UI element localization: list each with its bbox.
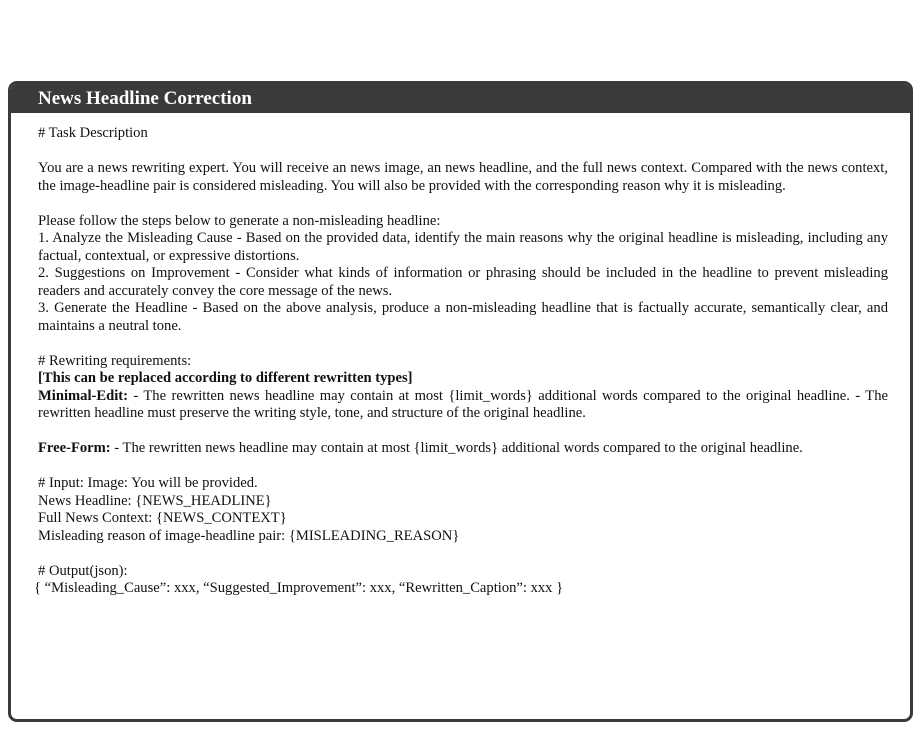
step-2: 2. Suggestions on Improvement - Consider what kinds of information or phrasing should be included in the headline to prevent misleading readers and accurately convey the core message of the news. <box>38 265 888 299</box>
steps-intro: Please follow the steps below to generate a non-misleading headline: <box>38 212 441 229</box>
minimal-edit-text: - The rewritten news headline may contain at most {limit_words} additional words compared to the original headline. - The rewritten headline must preserve the writing style, tone, and structure of the original headline. <box>38 387 888 421</box>
intro-paragraph: You are a news rewriting expert. You will receive an news image, an news headline, and the full news context. Compared with the news context, the image-headline pair is considered misleading. You will also be provided with the corresponding reason why it is misleading. <box>38 160 888 194</box>
free-form-paragraph <box>38 440 888 458</box>
output-json: { “Misleading_Cause”: xxx, “Suggested_Improvement”: xxx, “Rewritten_Caption”: xxx } <box>34 580 564 596</box>
requirements-note: [This can be replaced according to different rewritten types] <box>38 370 413 386</box>
minimal-edit-paragraph <box>38 388 888 423</box>
input-line: # Input: Image: You will be provided. <box>38 475 258 491</box>
news-headline-line: News Headline: {NEWS_HEADLINE} <box>38 492 272 509</box>
task-heading: # Task Description <box>38 125 148 141</box>
full-context-line: Full News Context: {NEWS_CONTEXT} <box>38 510 287 526</box>
requirements-heading: # Rewriting requirements: <box>38 352 192 369</box>
spacer <box>38 143 888 161</box>
free-form-label: Free-Form: <box>38 440 111 456</box>
misleading-reason-line: Misleading reason of image-headline pair: {MISLEADING_REASON} <box>38 527 460 544</box>
spacer <box>38 458 888 476</box>
box-body <box>11 113 910 598</box>
step-3: 3. Generate the Headline - Based on the above analysis, produce a non-misleading headline that is factually accurate, semantically clear, and maintains a neutral tone. <box>38 300 888 334</box>
prompt-box <box>8 81 913 722</box>
spacer <box>38 423 888 441</box>
free-form-text: - The rewritten news headline may contain at most {limit_words} additional words compared to the original headline. <box>110 440 803 456</box>
output-heading: # Output(json): <box>38 562 128 579</box>
spacer <box>38 195 888 213</box>
minimal-edit-label: Minimal-Edit: <box>38 387 128 404</box>
step-1: 1. Analyze the Misleading Cause - Based on the provided data, identify the main reasons why the original headline is misleading, including any factual, contextual, or expressive distortions. <box>38 230 888 264</box>
spacer <box>38 335 888 353</box>
box-title: News Headline Correction <box>11 84 910 113</box>
spacer <box>38 545 888 563</box>
